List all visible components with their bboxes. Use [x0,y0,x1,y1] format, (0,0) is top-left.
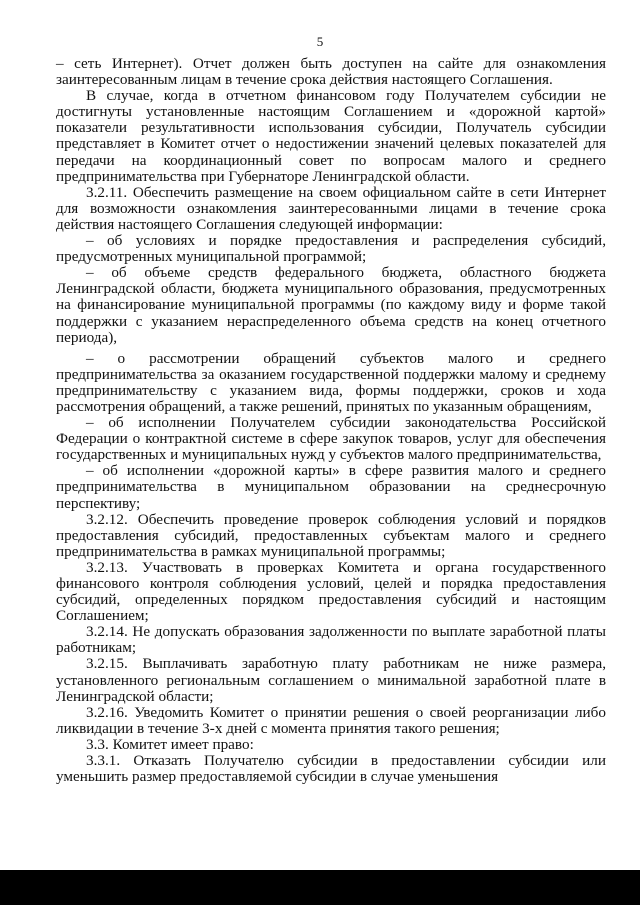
paragraph-1: – сеть Интернет). Отчет должен быть доступен на сайте для ознакомления заинтересованным лицам в течение срока действия настоящего Соглашения. [56,55,606,89]
paragraph-12: 3.2.15. Выплачивать заработную плату работникам не ниже размера, установленного региональным соглашением о минимальной заработной плате в Ленинградской области; [56,655,606,705]
paragraph-13: 3.2.16. Уведомить Комитет о принятии решения о своей реорганизации либо ликвидации в течение 3-х дней с момента принятия такого решения; [56,703,606,737]
paragraph-10: 3.2.13. Участвовать в проверках Комитета и органа государственного финансового контроля соблюдения условий, целей и порядка предоставления субсидий, определенных порядком предоставления субсидий и настоящим Соглашением; [56,558,606,625]
paragraph-15: 3.3.1. Отказать Получателю субсидии в предоставлении субсидии или уменьшить размер предоставляемой субсидии в случае уменьшения [56,752,606,786]
paragraph-7: – об исполнении Получателем субсидии законодательства Российской Федерации о контрактной системе в сфере закупок товаров, услуг для обеспечения государственных и муниципальных нужд у субъектов малого предпринимательства, [56,414,606,464]
paragraph-6: – о рассмотрении обращений субъектов малого и среднего предпринимательства за оказанием государственной поддержки малому и среднему предпринимательству с указанием вида, формы поддержки, сроков и хода рассмотрения обращений, а также решений, принятых по указанным обращениям, [56,349,606,415]
paragraph-5: – об объеме средств федерального бюджета, областного бюджета Ленинградской области, бюджета муниципального образования, предусмотренных на финансирование муниципальной программы (по каждому виду и форме такой поддержки с указанием нераспределенного объема средств на конец отчетного периода), [56,264,606,346]
paragraph-8: – об исполнении «дорожной карты» в сфере развития малого и среднего предпринимательства в муниципальном образовании на среднесрочную перспективу; [56,462,606,512]
document-body [56,56,606,785]
paragraph-9: 3.2.12. Обеспечить проведение проверок соблюдения условий и порядков предоставления субсидий, предоставленных субъектам малого и среднего предпринимательства в рамках муниципальной программы; [56,510,606,560]
paragraph-14: 3.3. Комитет имеет право: [86,735,254,753]
paragraph-3: 3.2.11. Обеспечить размещение на своем официальном сайте в сети Интернет для возможности ознакомления заинтересованными лицами в течение срока действия настоящего Соглашения следующей информации: [56,183,606,233]
scan-border-bottom [0,870,640,905]
paragraph-2: В случае, когда в отчетном финансовом году Получателем субсидии не достигнуты установленные настоящим Соглашением и «дорожной картой» показатели результативности использования субсидии, Получатель субсидии представляет в Комитет отчет о недостижении значений целевых показателей для передачи на координационный совет по вопросам малого и среднего предпринимательства при Губернаторе Ленинградской области. [56,87,606,185]
paragraph-11: 3.2.14. Не допускать образования задолженности по выплате заработной платы работникам; [56,623,606,657]
page-number: 5 [316,34,324,49]
paragraph-4: – об условиях и порядке предоставления и распределения субсидий, предусмотренных муниципальной программой; [56,232,606,266]
